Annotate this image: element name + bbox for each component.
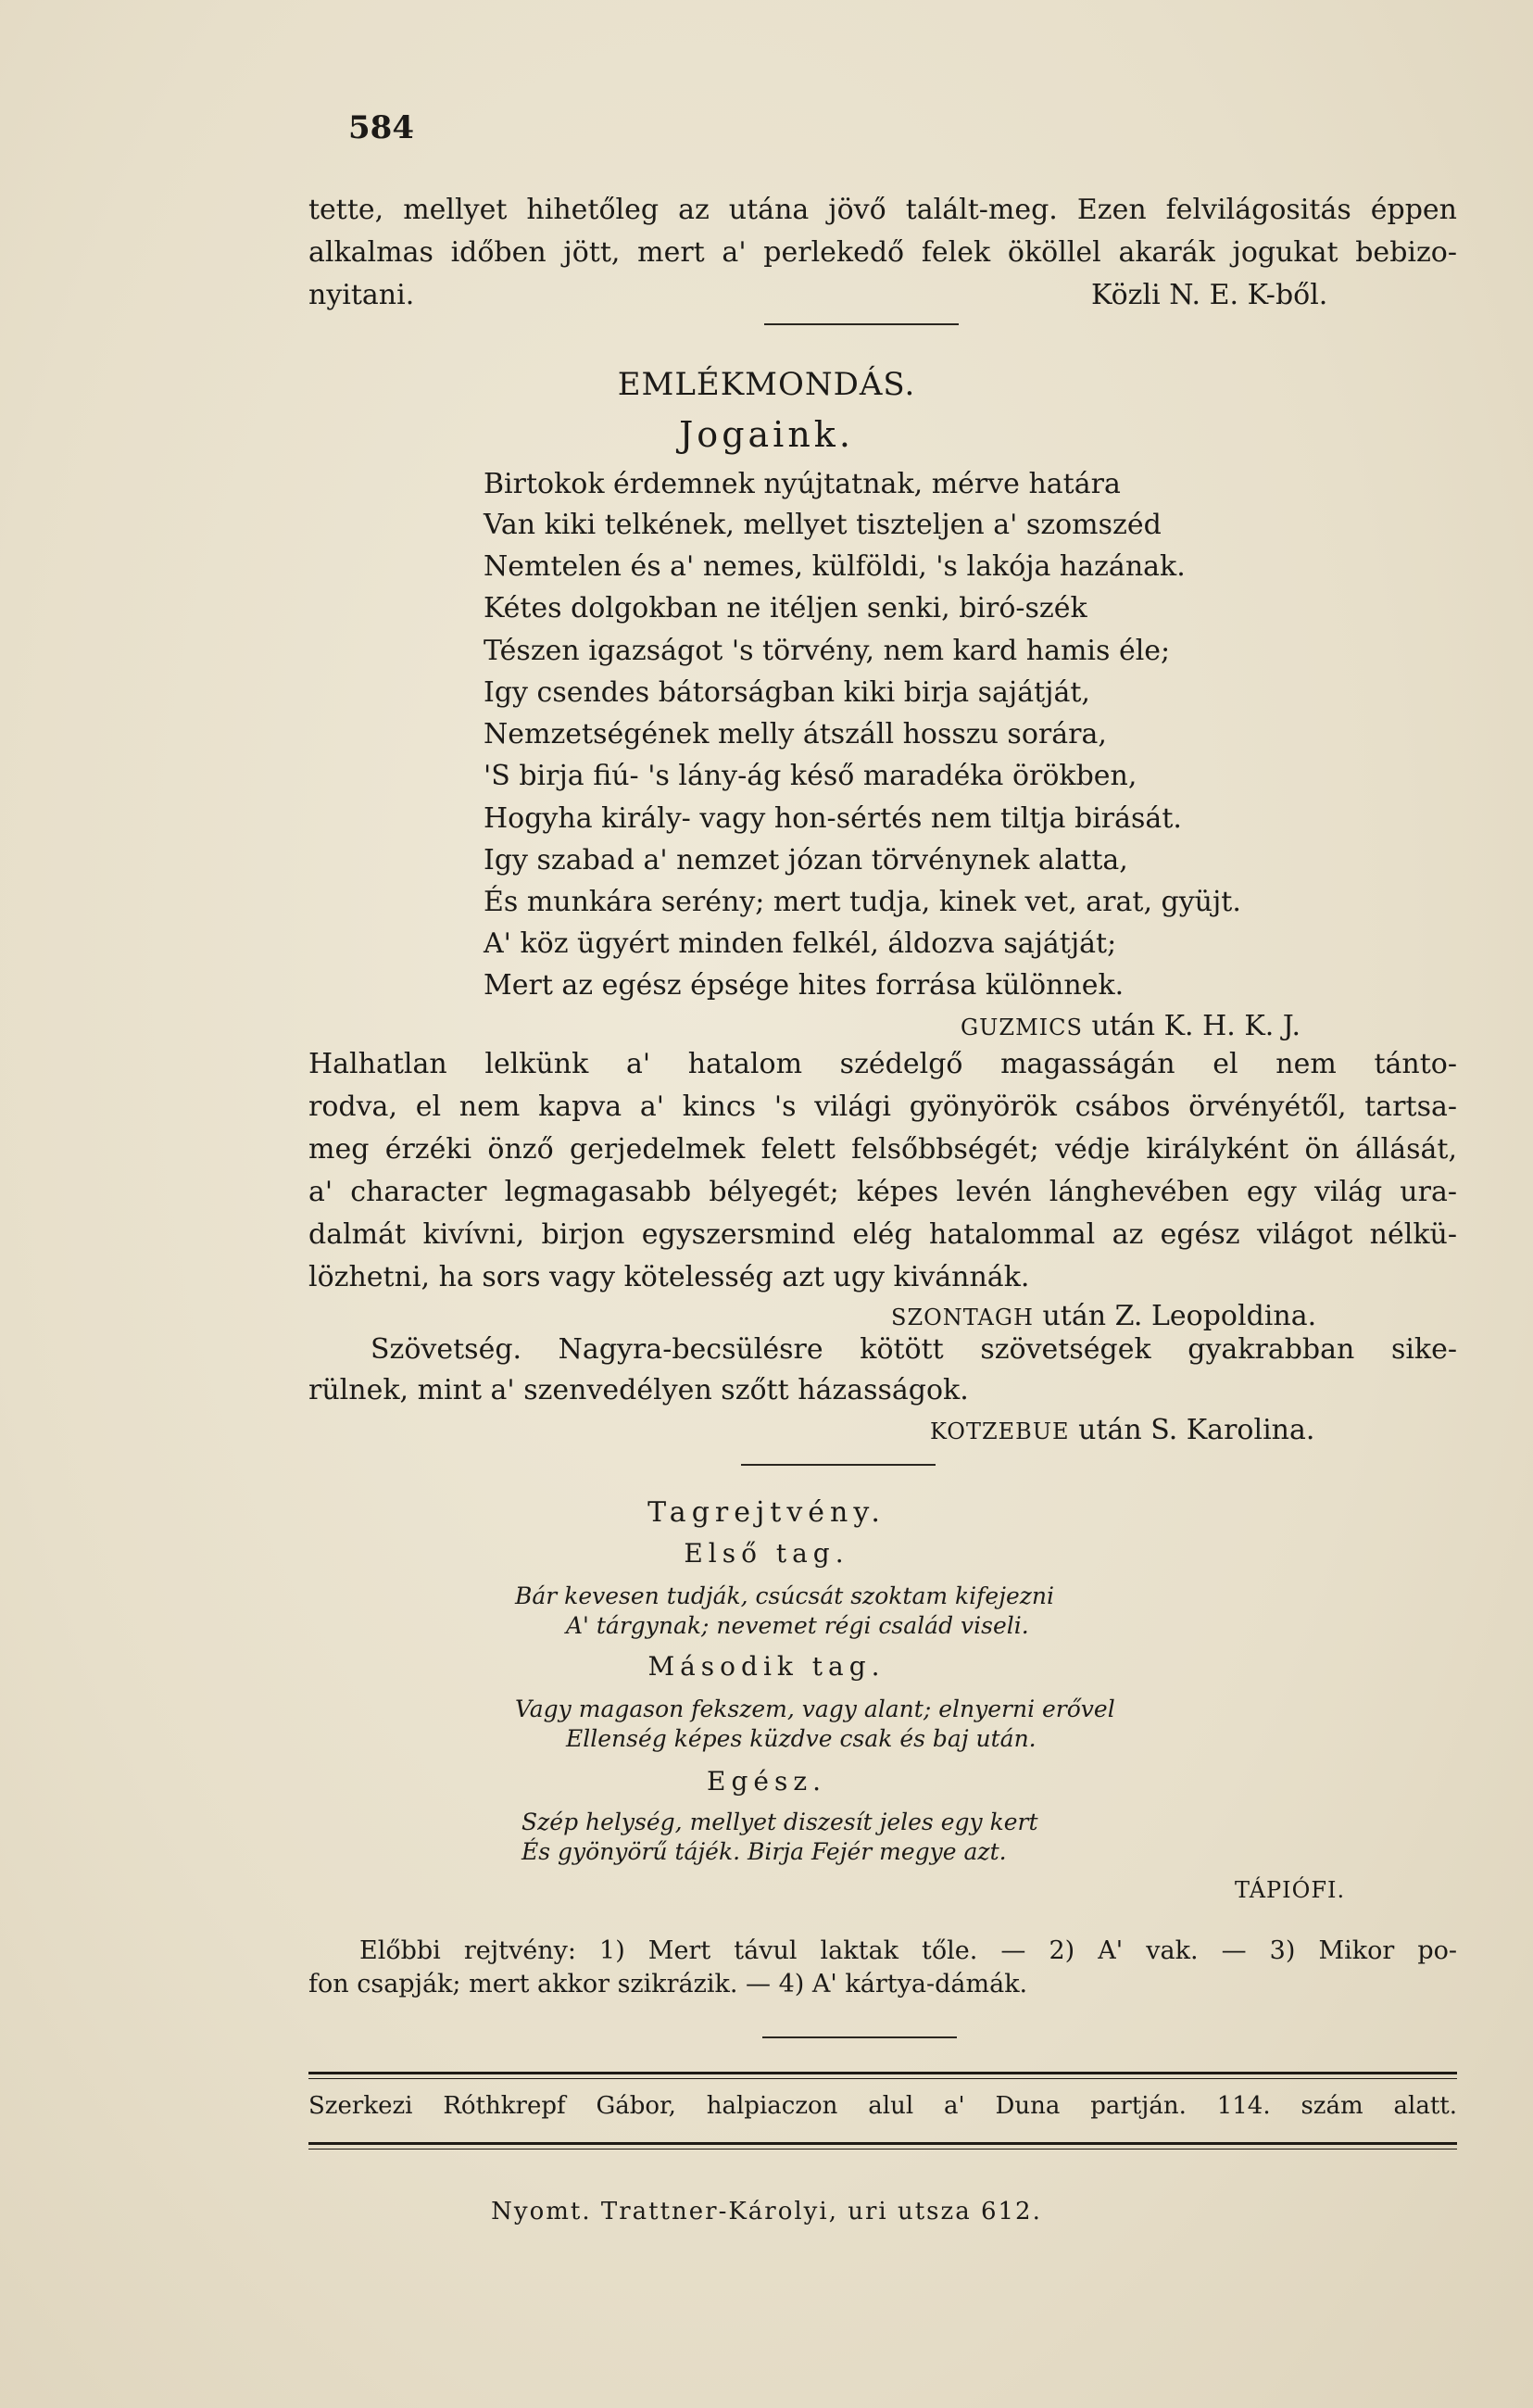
szovetseg-signature <box>930 1409 1314 1453</box>
verse-line-5: Tészen igazságot 's törvény, nem kard hamis éle; <box>484 635 1171 667</box>
halhatlan-line-5: dalmát kivívni, birjon egyszersmind elég hatalommal az egész világot nélkü- <box>308 1218 1457 1251</box>
previous-riddle-line-2: fon csapják; mert akkor szikrázik. — 4) A' kártya-dámák. <box>308 1970 1028 1998</box>
second-heading: Második tag. <box>647 1651 886 1682</box>
intro-line-1: tette, mellyet hihetőleg az utána jövő talált-meg. Ezen felvilágositás éppen <box>308 194 1457 226</box>
signature-name: SZONTAGH <box>891 1305 1034 1330</box>
halhatlan-line-2: rodva, el nem kapva a' kincs 's világi gyönyörök csábos örvényétől, tartsa- <box>308 1091 1457 1123</box>
verse-line-2: Van kiki telkének, mellyet tiszteljen a' szomszéd <box>484 509 1162 541</box>
verse-line-1: Birtokok érdemnek nyújtatnak, mérve határa <box>484 468 1121 500</box>
page-number: 584 <box>348 109 414 146</box>
emlekmondas-title: EMLÉKMONDÁS. <box>617 366 916 403</box>
signature-rest: után K. H. K. J. <box>1091 1010 1301 1042</box>
signature-rest: után S. Karolina. <box>1078 1414 1315 1446</box>
second-line-1: Vagy magason fekszem, vagy alant; elnyerni erővel <box>515 1696 1115 1722</box>
verse-line-11: És munkára serény; mert tudja, kinek vet, arat, gyüjt. <box>484 886 1241 918</box>
halhatlan-line-4: a' character legmagasabb bélyegét; képes levén lánghevében egy világ ura- <box>308 1176 1457 1208</box>
whole-line-1: Szép helység, mellyet diszesít jeles egy kert <box>521 1809 1038 1835</box>
tagrejtveny-title: Tagrejtvény. <box>647 1496 886 1529</box>
footer-printer: Nyomt. Trattner-Károlyi, uri utsza 612. <box>491 2198 1042 2225</box>
footer-rule-top-thin <box>308 2078 1457 2079</box>
verse-line-13: Mert az egész épsége hites forrása különnek. <box>484 969 1125 1002</box>
section-divider-3 <box>762 2036 957 2038</box>
tagrejtveny-signature: TÁPIÓFI. <box>1235 1877 1346 1903</box>
szovetseg-line-2: rülnek, mint a' szenvedélyen szőtt házasságok. <box>308 1374 969 1406</box>
section-divider-2 <box>741 1464 936 1466</box>
emlekmondas-subtitle: Jogaink. <box>679 414 854 455</box>
emlekmondas-signature <box>961 1005 1301 1049</box>
verse-line-12: A' köz ügyért minden felkél, áldozva sajátját; <box>484 927 1117 960</box>
halhatlan-line-6: lözhetni, ha sors vagy kötelesség azt ugy kivánnák. <box>308 1261 1030 1293</box>
szovetseg-line-1: Szövetség. Nagyra-becsülésre kötött szövetségek gyakrabban sike- <box>371 1333 1457 1366</box>
footer-rule-bottom-thin <box>308 2149 1457 2150</box>
verse-line-7: Nemzetségének melly átszáll hosszu sorára, <box>484 718 1107 750</box>
first-heading: Első tag. <box>684 1538 849 1569</box>
signature-name: KOTZEBUE <box>930 1418 1070 1444</box>
signature-name: GUZMICS <box>961 1015 1083 1040</box>
verse-line-4: Kétes dolgokban ne itéljen senki, biró-szék <box>484 592 1087 624</box>
verse-line-10: Igy szabad a' nemzet józan törvénynek alatta, <box>484 844 1128 876</box>
verse-line-6: Igy csendes bátorságban kiki birja sajátját, <box>484 676 1090 709</box>
verse-line-9: Hogyha király- vagy hon-sértés nem tiltja birását. <box>484 802 1182 835</box>
footer-rule-top <box>308 2072 1457 2074</box>
previous-riddle-line-1: Előbbi rejtvény: 1) Mert távul laktak tőle. — 2) A' vak. — 3) Mikor po- <box>359 1936 1457 1965</box>
whole-heading: Egész. <box>707 1766 826 1797</box>
first-line-2: A' tárgynak; nevemet régi család viseli. <box>566 1612 1029 1639</box>
intro-line-3: nyitani. <box>308 279 415 311</box>
footer-rule-bottom <box>308 2142 1457 2145</box>
verse-line-3: Nemtelen és a' nemes, külföldi, 's lakója hazának. <box>484 550 1186 583</box>
intro-line-2: alkalmas időben jött, mert a' perlekedő felek ököllel akarák jogukat bebizo- <box>308 236 1457 269</box>
signature-rest: után Z. Leopoldina. <box>1042 1300 1317 1332</box>
halhatlan-line-3: meg érzéki önző gerjedelmek felett felsőbbségét; védje királyként ön állását, <box>308 1133 1457 1166</box>
first-line-1: Bár kevesen tudják, csúcsát szoktam kifejezni <box>515 1582 1055 1609</box>
halhatlan-line-1: Halhatlan lelkünk a' hatalom szédelgő magasságán el nem tánto- <box>308 1048 1457 1080</box>
second-line-2: Ellenség képes küzdve csak és baj után. <box>566 1725 1037 1752</box>
intro-signature: Közli N. E. K-ből. <box>1091 279 1328 311</box>
verse-line-8: 'S birja fiú- 's lány-ág késő maradéka örökben, <box>484 760 1137 792</box>
section-divider-1 <box>764 323 959 325</box>
whole-line-2: És gyönyörű tájék. Birja Fejér megye azt. <box>521 1838 1007 1865</box>
footer-editor: Szerkezi Róthkrepf Gábor, halpiaczon alul a' Duna partján. 114. szám alatt. <box>308 2092 1457 2120</box>
